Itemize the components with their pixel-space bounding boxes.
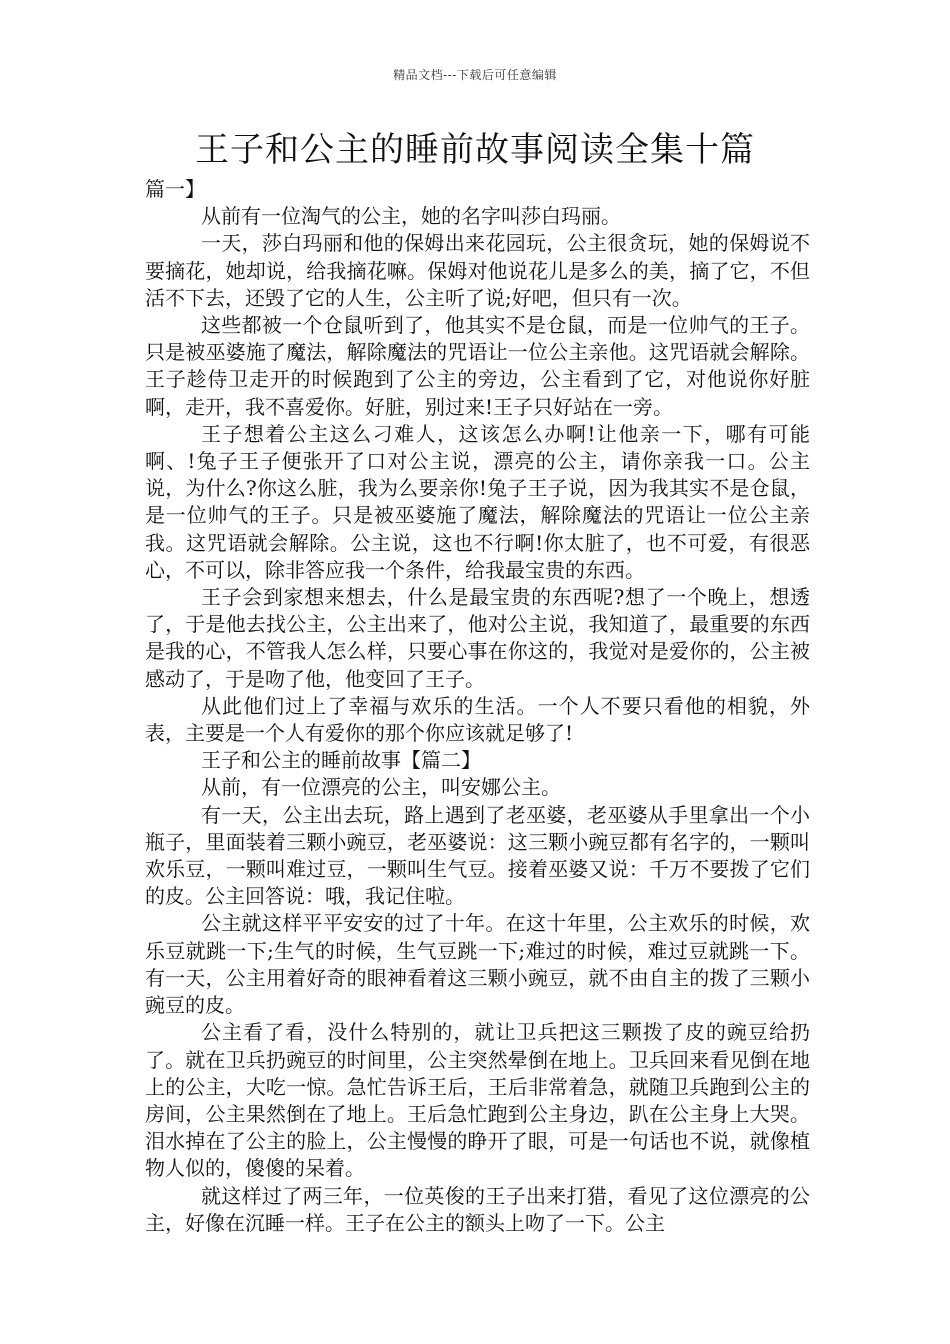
story-paragraph: 有一天，公主出去玩，路上遇到了老巫婆，老巫婆从手里拿出一个小瓶子，里面装着三颗小豌豆，老巫婆说：这三颗小豌豆都有名字的，一颗叫欢乐豆，一颗叫难过豆，一颗叫生气豆。接着巫婆又说：千万不要拨了它们的皮。公主回答说：哦，我记住啦。 (145, 802, 810, 909)
story-paragraph: 这些都被一个仓鼠听到了，他其实不是仓鼠，而是一位帅气的王子。只是被巫婆施了魔法，解除魔法的咒语让一位公主亲他。这咒语就会解除。王子趁侍卫走开的时候跑到了公主的旁边，公主看到了它，对他说你好脏啊，走开，我不喜爱你。好脏，别过来!王子只好站在一旁。 (145, 313, 810, 419)
header-note: 精品文档---下载后可任意编辑 (393, 68, 557, 82)
story-paragraph: 王子会到家想来想去，什么是最宝贵的东西呢?想了一个晚上，想透了，于是他去找公主，公主出来了，他对公主说，我知道了，最重要的东西是我的心，不管我人怎么样，只要心事在你这的，我觉对是爱你的，公主被感动了，于是吻了他，他变回了王子。 (145, 585, 810, 691)
story-paragraph: 公主就这样平平安安的过了十年。在这十年里，公主欢乐的时候，欢乐豆就跳一下;生气的时候，生气豆跳一下;难过的时候，难过豆就跳一下。有一天，公主用着好奇的眼神看着这三颗小豌豆，就不由自主的拨了三颗小豌豆的皮。 (145, 911, 810, 1018)
story-paragraph: 从前，有一位漂亮的公主，叫安娜公主。 (201, 775, 561, 800)
story-paragraph: 从前有一位淘气的公主，她的名字叫莎白玛丽。 (201, 204, 621, 229)
section-heading: 王子和公主的睡前故事【篇二】 (201, 748, 481, 773)
document-title: 王子和公主的睡前故事阅读全集十篇 (195, 130, 755, 170)
story-paragraph: 从此他们过上了幸福与欢乐的生活。一个人不要只看他的相貌，外表，主要是一个人有爱你的那个你应该就足够了! (145, 693, 810, 746)
story-paragraph: 一天，莎白玛丽和他的保姆出来花园玩，公主很贪玩，她的保姆说不要摘花，她却说，给我摘花嘛。保姆对他说花儿是多么的美，摘了它，不但活不下去，还毁了它的人生，公主听了说;好吧，但只有一次。 (145, 231, 810, 310)
story-paragraph: 公主看了看，没什么特别的，就让卫兵把这三颗拨了皮的豌豆给扔了。就在卫兵扔豌豆的时间里，公主突然晕倒在地上。卫兵回来看见倒在地上的公主，大吃一惊。急忙告诉王后，王后非常着急，就随卫兵跑到公主的房间，公主果然倒在了地上。王后急忙跑到公主身边，趴在公主身上大哭。泪水掉在了公主的脸上，公主慢慢的睁开了眼，可是一句话也不说，就像植物人似的，傻傻的呆着。 (145, 1020, 810, 1181)
story-paragraph: 王子想着公主这么刁难人，这该怎么办啊!让他亲一下，哪有可能啊、!兔子王子便张开了口对公主说，漂亮的公主，请你亲我一口。公主说，为什么?你这么脏，我为么要亲你!兔子王子说，因为我其实不是仓鼠，是一位帅气的王子。只是被巫婆施了魔法，解除魔法的咒语让一位公主亲我。这咒语就会解除。公主说，这也不行啊!你太脏了，也不可爱，有很恶心，不可以，除非答应我一个条件，给我最宝贵的东西。 (145, 421, 810, 582)
section-heading: 篇一】 (145, 177, 205, 201)
story-body (145, 176, 810, 1237)
story-paragraph: 就这样过了两三年，一位英俊的王子出来打猎，看见了这位漂亮的公主，好像在沉睡一样。王子在公主的额头上吻了一下。公主 (145, 1183, 810, 1235)
